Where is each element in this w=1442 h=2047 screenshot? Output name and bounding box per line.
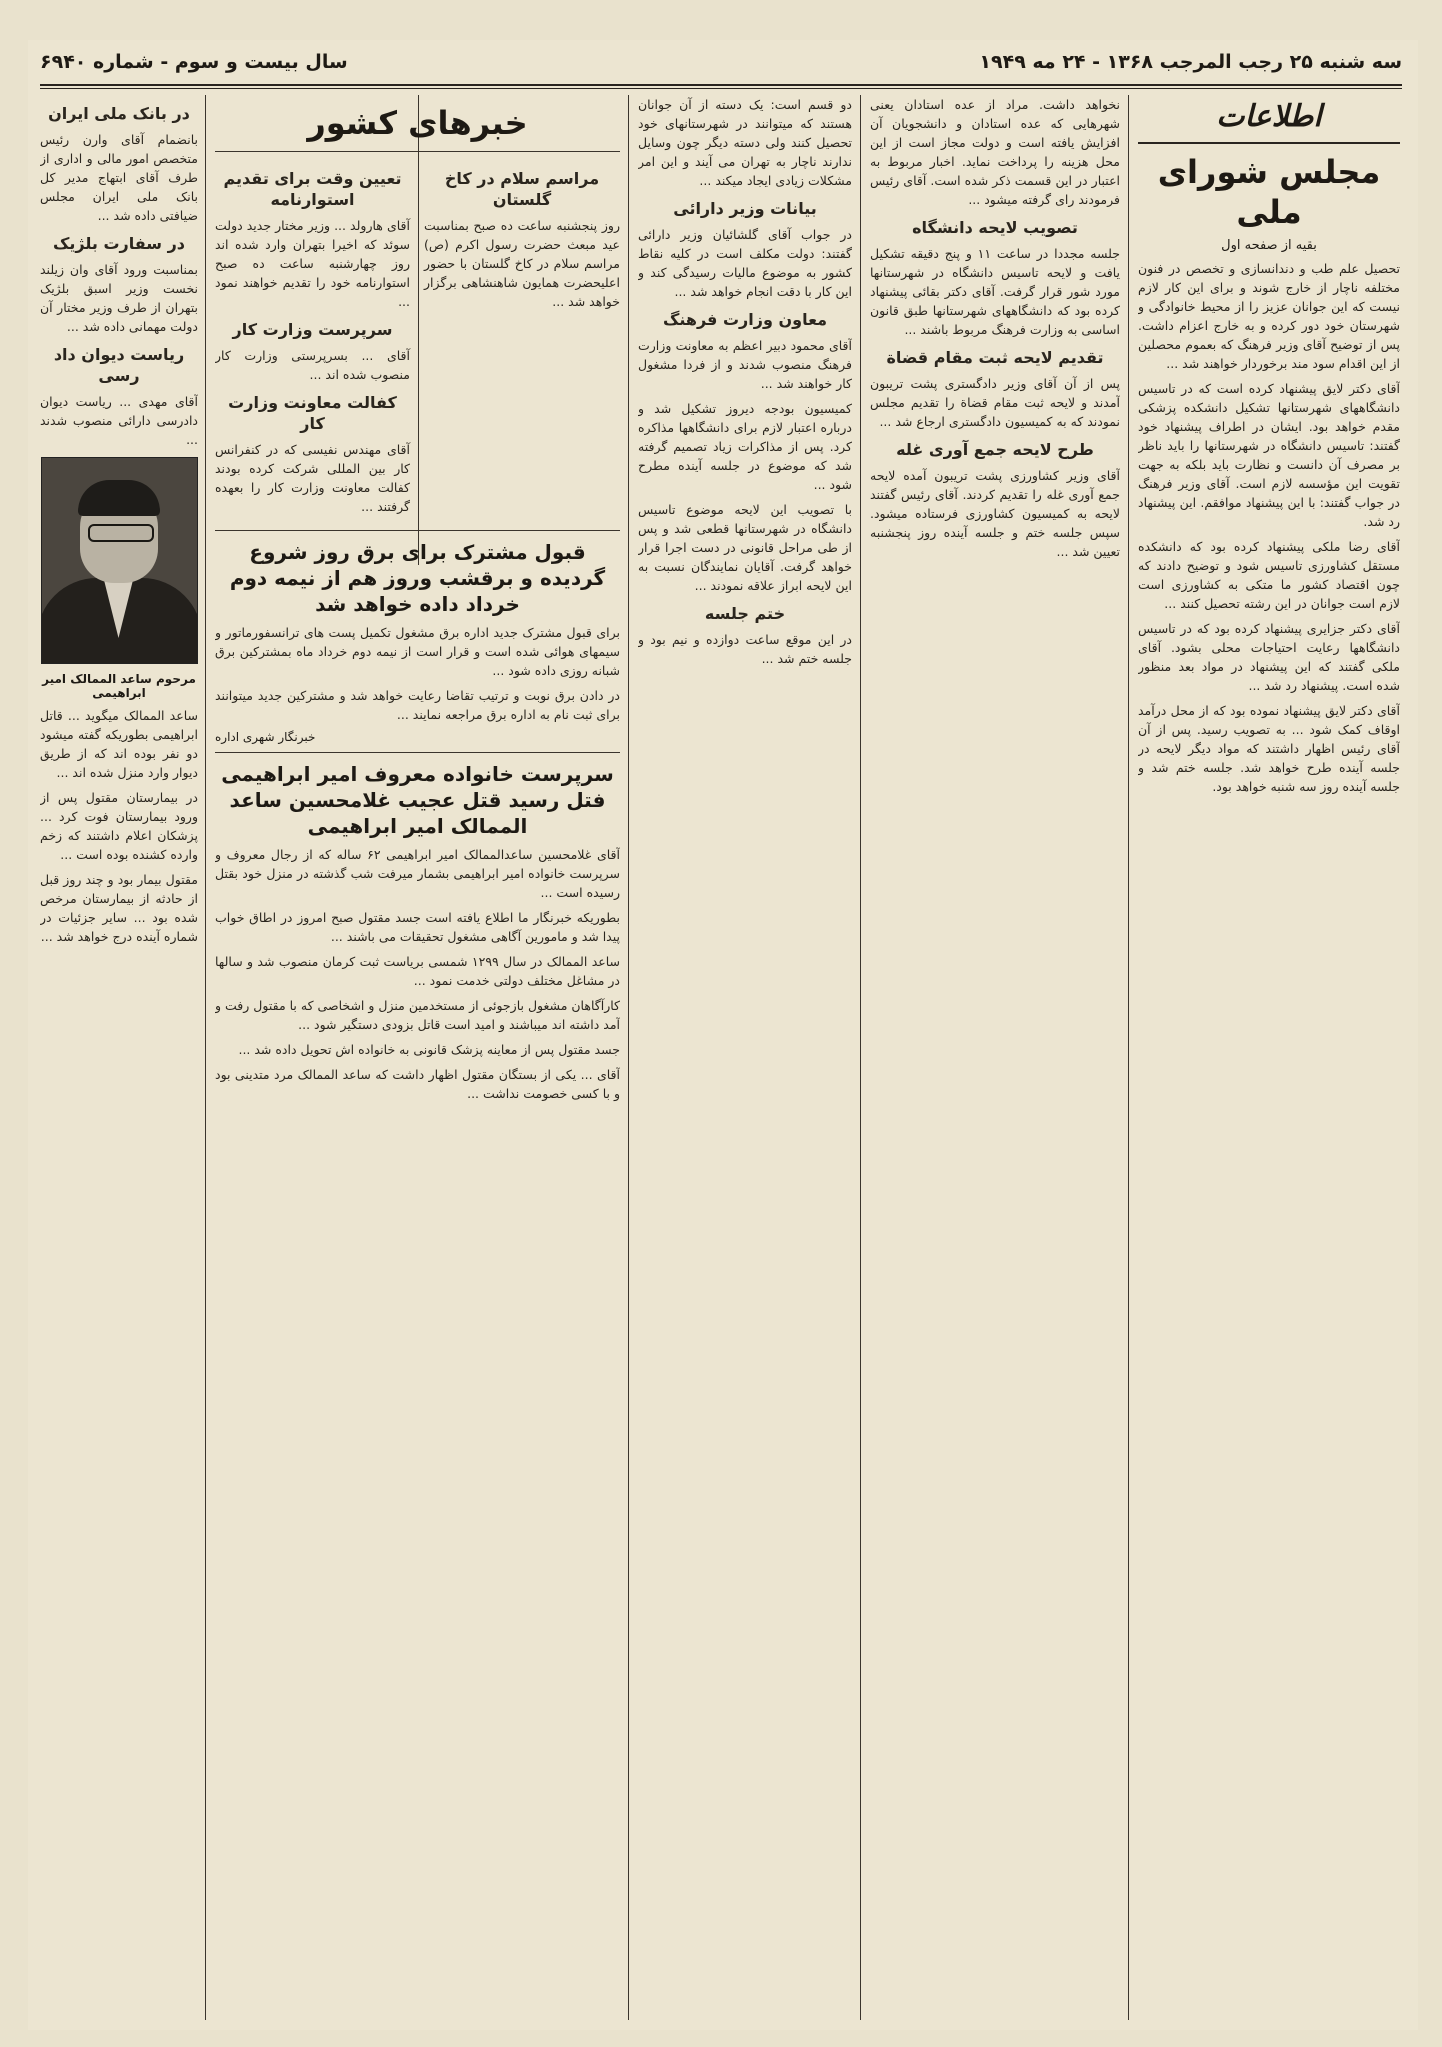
paragraph: با تصویب این لایحه موضوع تاسیس دانشگاه در شهرستانها قطعی شد و پس از طی مراحل قانونی در دست اجرا قرار خواهد گرفت. آقایان نمایندگان نسبت به این لایحه ابراز علاقه نمودند ... bbox=[638, 502, 852, 593]
column-rule bbox=[205, 95, 206, 2020]
section-heading: تصویب لایحه دانشگاه bbox=[912, 218, 1078, 237]
separator bbox=[215, 530, 620, 531]
section-heading: ختم جلسه bbox=[704, 604, 786, 623]
section-heading: طرح لایحه جمع آوری غله bbox=[896, 440, 1094, 459]
news-heading: کفالت معاونت وزارت کار bbox=[228, 393, 397, 433]
masthead-date: سه شنبه ۲۵ رجب المرجب ۱۳۶۸ - ۲۴ مه ۱۹۴۹ bbox=[979, 51, 1402, 73]
paragraph: مقتول بیمار بود و چند روز قبل از حادثه از بیمارستان مرخص شده بود ... سایر جزئیات در شماره آینده درج خواهد شد ... bbox=[40, 872, 198, 944]
portrait-photo bbox=[41, 457, 198, 664]
murder-headline: سرپرست خانواده معروف امیر ابراهیمی فتل رسید قتل عجیب غلامحسین ساعد الممالک امیر ابراهیمی bbox=[221, 762, 614, 838]
reporter-credit: خبرنگار شهری اداره bbox=[215, 730, 316, 744]
photo-caption: مرحوم ساعد الممالک امیر ابراهیمی bbox=[42, 672, 196, 700]
paragraph: بمناسبت ورود آقای وان زیلند نخست وزیر اسبق بلژیک بتهران از طرف وزیر مختار آن دولت مهمانی داده شد ... bbox=[40, 262, 198, 334]
column-finance bbox=[638, 95, 852, 2020]
paragraph: جسد مقتول پس از معاینه پزشک قانونی به خانواده اش تحویل داده شد ... bbox=[238, 1042, 620, 1057]
national-news-headline: خبرهای کشور bbox=[307, 104, 528, 142]
column-national-news bbox=[215, 95, 620, 2020]
parliament-headline: مجلس شورای ملی bbox=[1157, 153, 1381, 231]
paragraph: آقای ... بسرپرستی وزارت کار منصوب شده اند ... bbox=[215, 348, 410, 382]
electricity-headline: قبول مشترک برای برق روز شروع گردیده و برقشب وروز هم از نیمه دوم خرداد داده خواهد شد bbox=[229, 540, 606, 616]
news-subcolumn-left bbox=[215, 160, 410, 522]
news-heading: تعیین وقت برای تقدیم استوارنامه bbox=[223, 169, 402, 209]
paragraph: نخواهد داشت. مراد از عده استادان یعنی شهرهایی که عده استادان و دانشجویان آن افزایش یافته است و دولت مجاز است از این محل هزینه را پرداخت نماید. اخبار مربوط به اعتبار در این قسمت ذکر شده است. آقای رئیس فرمودند رای گرفته میشود ... bbox=[870, 97, 1120, 207]
separator bbox=[215, 752, 620, 753]
paragraph: جلسه مجددا در ساعت ۱۱ و پنج دقیقه تشکیل یافت و لایحه تاسیس دانشگاه در شهرستانها مورد شور قرار گرفت. آقای دکتر بقائی پیشنهاد کرده بود که دانشگاههای شهرستانها طبق قانون اساسی به وزارت فرهنگ مربوط باشند ... bbox=[870, 246, 1120, 337]
paragraph: آقای غلامحسین ساعدالممالک امیر ابراهیمی ۶۲ ساله که از رجال معروف و سرپرست خانواده امیر ابراهیمی بشمار میرفت شب گذشته در منزل خود بقتل رسیده است ... bbox=[215, 847, 620, 900]
paragraph: ساعد الممالک میگوید ... قاتل ابراهیمی بطوریکه گفته میشود دو نفر بوده اند که از طریق دیوار وارد منزل شده اند ... bbox=[40, 708, 198, 780]
header-rule bbox=[40, 84, 1402, 86]
column-parliament-cont bbox=[870, 95, 1120, 2020]
paragraph: تحصیل علم طب و دندانسازی و تخصص در فنون مختلفه ناچار از خارج شوند و برای این کار لازم نیست که این جوانان عزیز را از محیط خانوادگی و شهرستان خود دور کرده و به خارج اعزام داشت. پس از توضیح آقای وزیر فرهنگ که بعموم محصلین از این اقدام سود مند برخوردار خواهند شد ... bbox=[1138, 261, 1400, 371]
article-body bbox=[870, 95, 1120, 561]
section-heading: معاون وزارت فرهنگ bbox=[662, 310, 828, 329]
separator bbox=[1138, 142, 1400, 144]
paragraph: آقای مهدی ... ریاست دیوان دادرسی دارائی منصوب شدند ... bbox=[40, 394, 198, 447]
paragraph: پس از آن آقای وزیر دادگستری پشت تریبون آمدند و لایحه ثبت مقام قضاة را تقدیم مجلس نمودند که به کمیسیون دادگستری ارجاع شد ... bbox=[870, 376, 1120, 429]
separator bbox=[215, 151, 620, 152]
paragraph: کارآگاهان مشغول بازجوئی از مستخدمین منزل و اشخاصی که با مقتول رفت و آمد داشته اند میباشند و امید است قاتل بزودی دستگیر شود ... bbox=[215, 998, 620, 1032]
paragraph: در دادن برق نوبت و ترتیب تقاضا رعایت خواهد شد و مشترکین جدید میتوانند برای ثبت نام به اداره برق مراجعه نمایند ... bbox=[215, 688, 620, 722]
paragraph: بطوریکه خبرنگار ما اطلاع یافته است جسد مقتول صبح امروز در اطاق خواب پیدا شد و مامورین آگاهی مشغول تحقیقات می باشند ... bbox=[215, 910, 620, 944]
article-body bbox=[638, 95, 852, 668]
article-body bbox=[40, 706, 198, 946]
paragraph: آقای محمود دبیر اعظم به معاونت وزارت فرهنگ منصوب شدند و از فردا مشغول کار خواهند شد ... bbox=[638, 338, 852, 391]
two-column-news bbox=[215, 160, 620, 522]
article-body bbox=[215, 623, 620, 724]
article-body bbox=[1138, 259, 1400, 796]
header-rule-thin bbox=[40, 88, 1402, 89]
section-heading: تقدیم لایحه ثبت مقام قضاة bbox=[886, 348, 1104, 367]
news-heading: سرپرست وزارت کار bbox=[232, 320, 393, 339]
paragraph: آقای هارولد ... وزیر مختار جدید دولت سوئد که اخیرا بتهران وارد شده اند روز چهارشنبه ساعت ده صبح استوارنامه خود را تقدیم خواهند نمود ... bbox=[215, 218, 410, 309]
paragraph: در این موقع ساعت دوازده و نیم بود و جلسه ختم شد ... bbox=[638, 632, 852, 666]
column-rule bbox=[1128, 95, 1129, 2020]
paragraph: آقای ... یکی از بستگان مقتول اظهار داشت که ساعد الممالک مرد متدینی بود و با کسی خصومت نداشت ... bbox=[215, 1067, 620, 1101]
continuation-note: بقیه از صفحه اول bbox=[1221, 238, 1317, 253]
column-rule bbox=[860, 95, 861, 2020]
paragraph: آقای دکتر جزایری پیشنهاد کرده بود که در تاسیس دانشگاهها رعایت احتیاجات محلی بشود. آقای ملکی گفتند که این پیشنهاد در مواد بعد منظور شده است. پیشنهاد رد شد ... bbox=[1138, 621, 1400, 693]
news-heading: ریاست دیوان داد رسی bbox=[53, 345, 185, 385]
news-heading: در بانک ملی ایران bbox=[48, 104, 190, 123]
article-body bbox=[40, 103, 198, 449]
paragraph: آقای دکتر لایق پیشنهاد نموده بود که از محل درآمد اوقاف کمک شود ... به تصویب رسید. پس از آن آقای رئیس اظهار داشتند که مواد دیگر لایحه در جلسه آینده طرح خواهد شد. جلسه ختم شد و جلسه آینده روز سه شنبه خواهد بود. bbox=[1138, 703, 1400, 794]
paragraph: آقای رضا ملکی پیشنهاد کرده بود که دانشکده مستقل کشاورزی تاسیس شود و توضیح دادند که چون اقتصاد کشور ما متکی به کشاورزی است لازم است جوانان در این رشته تحصیل کنند ... bbox=[1138, 539, 1400, 611]
paragraph: دو قسم است: یک دسته از آن جوانان هستند که میتوانند در شهرستانهای خود تحصیل کنند ولی دسته دیگر چون وسایل ندارند ناچار به تهران می آیند و این امر مشکلات زیادی ایجاد میکند ... bbox=[638, 97, 852, 188]
column-parliament bbox=[1138, 95, 1400, 2020]
paragraph: روز پنجشنبه ساعت ده صبح بمناسبت عید مبعث حضرت رسول اکرم (ص) مراسم سلام در کاخ گلستان با حضور اعلیحضرت همایون شاهنشاهی برگزار خواهد شد ... bbox=[424, 218, 620, 309]
news-heading: در سفارت بلژیک bbox=[53, 234, 185, 253]
paragraph: در جواب آقای گلشائیان وزیر دارائی گفتند: دولت مکلف است در کلیه نقاط کشور به موضوع مالیات رسیدگی کند و این کار با دقت انجام خواهد شد ... bbox=[638, 227, 852, 299]
news-subcolumn-right bbox=[424, 160, 620, 522]
masthead bbox=[40, 44, 1402, 80]
paragraph: آقای وزیر کشاورزی پشت تریبون آمده لایحه جمع آوری غله را تقدیم کردند. آقای رئیس گفتند لایحه به کمیسیون کشاورزی فرستاده میشود. سپس جلسه ختم و جلسه آینده روز پنجشنبه تعیین شد ... bbox=[870, 468, 1120, 559]
paragraph: ساعد الممالک در سال ۱۲۹۹ شمسی بریاست ثبت کرمان منصوب شد و سالها در مشاغل مختلف دولتی خدمت نمود ... bbox=[215, 954, 620, 988]
paragraph: در بیمارستان مقتول پس از ورود بیمارستان فوت کرد ... پزشکان اعلام داشتند که زخم وارده کشنده بوده است ... bbox=[40, 790, 198, 862]
column-society bbox=[40, 95, 198, 2020]
paragraph: بانضمام آقای وارن رئیس متخصص امور مالی و اداری از طرف آقای ابتهاج مدیر کل بانک ملی ایران مجلس ضیافتی داده شد ... bbox=[40, 132, 198, 223]
paragraph: آقای مهندس نفیسی که در کنفرانس کار بین المللی شرکت کرده بودند کفالت معاونت وزارت کار را بعهده گرفتند ... bbox=[215, 442, 410, 514]
newspaper-logo: اطلاعات bbox=[1216, 99, 1322, 134]
paragraph: برای قبول مشترک جدید اداره برق مشغول تکمیل پست های ترانسفورماتور و سیمهای هوائی شده است و قرار است از نیمه دوم خرداد ماه بمشترکین برق شبانه روزی داده شود ... bbox=[215, 625, 620, 678]
paragraph: کمیسیون بودجه دیروز تشکیل شد و درباره اعتبار لازم برای دانشگاهها مذاکره کرد. پس از مذاکرات زیاد تصمیم گرفته شد که موضوع در جلسه آینده مطرح شود ... bbox=[638, 401, 852, 492]
masthead-issue: سال بیست و سوم - شماره ۶۹۴۰ bbox=[40, 51, 348, 73]
section-heading: بیانات وزیر دارائی bbox=[673, 199, 817, 218]
article-body bbox=[215, 845, 620, 1103]
paragraph: آقای دکتر لایق پیشنهاد کرده است که در تاسیس دانشگاههای شهرستانها تشکیل دانشکده پزشکی مقدم خواهد بود. ایشان در اطراف پیشنهاد خود گفتند: تاسیس دانشگاه در شهرستانها را باید ناظر بر مصرف آن دانست و نظارت باید بلکه به جهت تقویت این مؤسسه لازم است. آقای وزیر فرهنگ در جواب گفتند: با این پیشنهاد موافقم. این پیشنهاد رد شد. bbox=[1138, 381, 1400, 529]
news-heading: مراسم سلام در کاخ گلستان bbox=[444, 169, 600, 209]
column-rule bbox=[628, 95, 629, 2020]
